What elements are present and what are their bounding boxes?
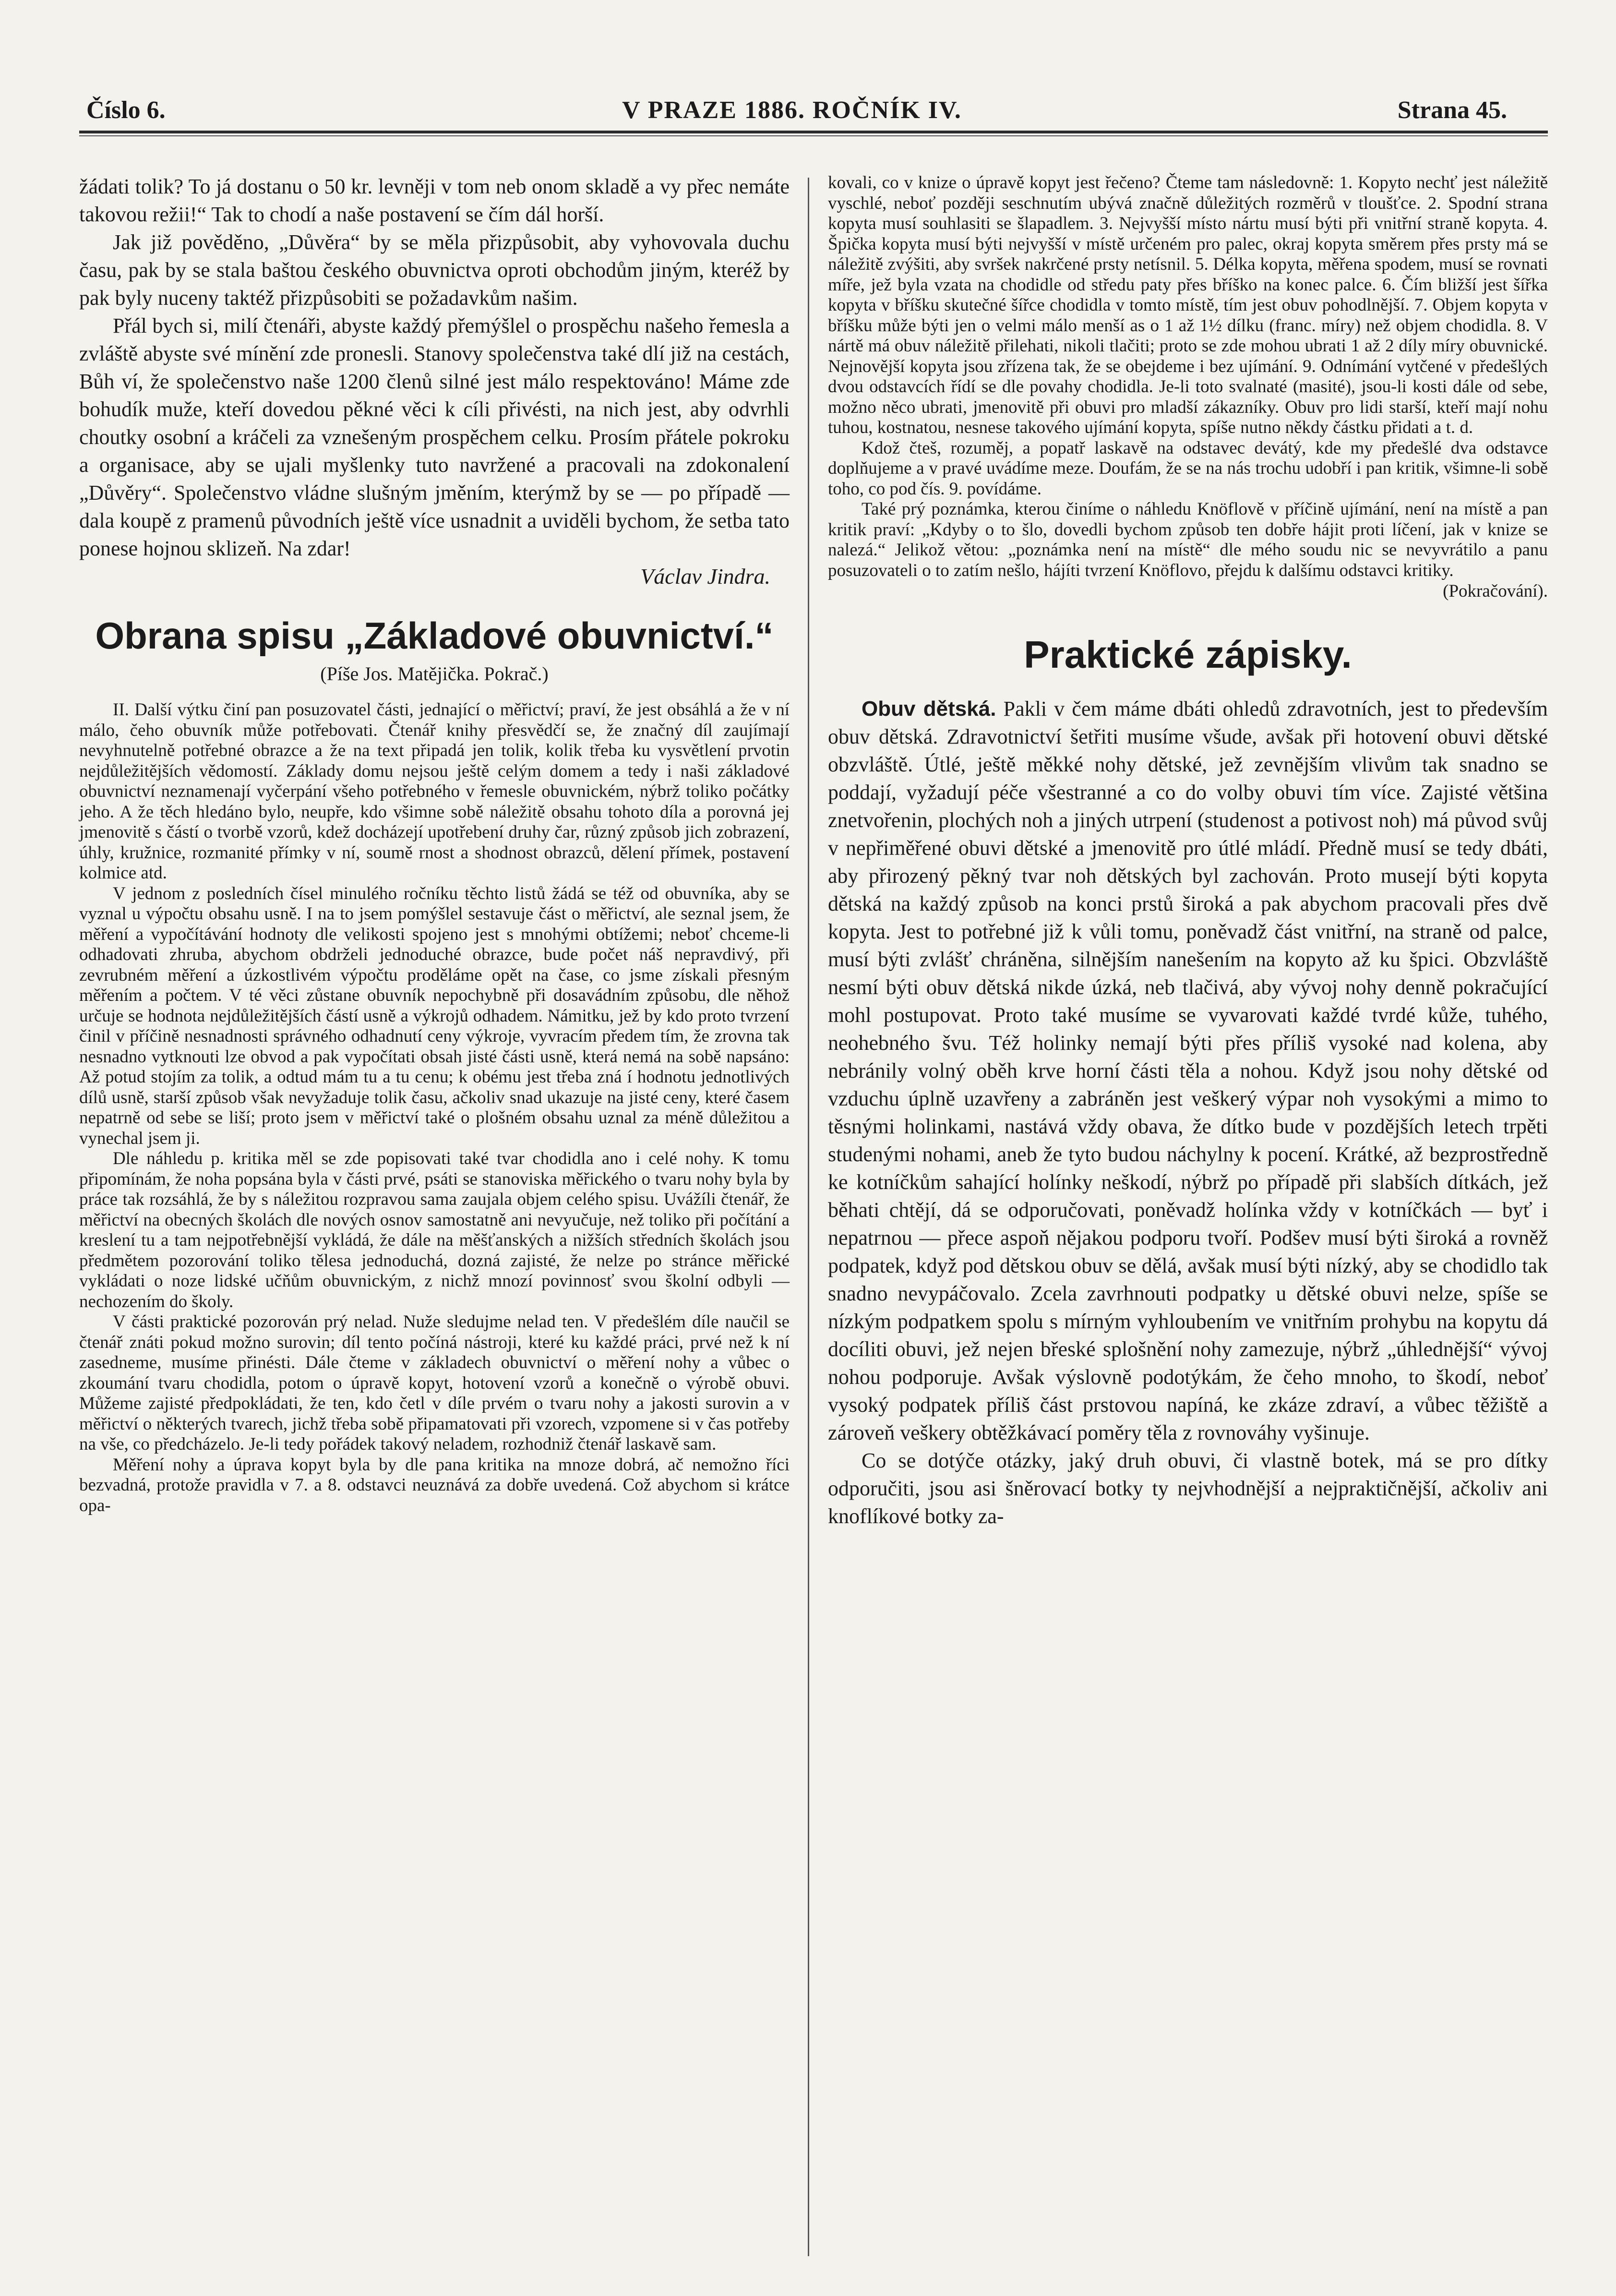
column-divider bbox=[808, 178, 809, 2256]
article-paragraph: Měření nohy a úprava kopyt byla by dle pana kritika na mnoze dobrá, ač nemožno říci bezvadná, protože pravidla v 7. a 8. odstavci neuznává za dobře uvedená. Což abychom si krátce opa- bbox=[79, 1455, 790, 1515]
section-paragraph bbox=[828, 695, 1548, 1447]
page-header bbox=[72, 96, 1512, 130]
right-column bbox=[828, 173, 1548, 1530]
article-paragraph: V jednom z posledních čísel minulého ročníku těchto listů žádá se též od obuvníka, aby se vyznal u výpočtu obsahu usně. I na to jsem pomýšlel sestavuje část o měřictví, ale seznal jsem, že měření a vypočítávání hodnoty dle velikosti spojeno jest s mnohými obtížemi; neboť chceme-li odhadovati zhruba, abychom obdrželi jednoduché obrazce, bude počet náš nepravdivý, při zevrubném měření a úzkostlivém výpočtu proděláme opět na čase, co jsme získali přesným měřením a počtem. V té věci zůstane obuvník nepochybně při dosavádním způsobu, dle něhož určuje se hodnota nejdůležitějších částí usně a výkrojů odhadem. Námitku, jež by kdo proto tvrzení činil v příčině nesnadnosti správného odhadnutí ceny výkroje, vyvracím předem tím, že zrovna tak nesnadno vytknouti lze obvod a pak vypočítati obsah jisté části usně, která nemá na sobě napsáno: Až potud stojím za tolik, a odtud mám tu a tu cenu; k obému jest třeba zná í hodnotu jednotlivých dílů usně, starší způsob však nevyžaduje tolik času, ačkoliv snad ukazuje na jisté ceny, které časem nepatrně od sebe se liší; proto jsem v měřictví také o plošném obsahu uznal za méně důležitou a vynechal jsem ji. bbox=[79, 883, 790, 1148]
article-paragraph: V části praktické pozorován prý nelad. Nuže sledujme nelad ten. V předešlém díle naučil se čtenář znáti pokud možno surovin; díl tento počíná nástroji, které ku každé práci, prvé než k ní zasedneme, musíme přinésti. Dále čteme v základech obuvnictví o měření nohy a vůbec o zkoumání tvaru chodidla, potom o úpravě kopyt, hotovení vzorů a konečně o výrobě obuvi. Můžeme zajisté předpokládati, že ten, kdo četl v díle prvém o tvaru nohy a jakosti surovin a v měřictví o některých tvarech, jichž třeba sobě připamatovati při vzorech, vzpomene si v čas potřeby na vše, co předcházelo. Je-li tedy pořádek takový neladem, rozhodniž čtenář laskavě sam. bbox=[79, 1312, 790, 1454]
article-paragraph: II. Další výtku činí pan posuzovatel části, jednající o měřictví; praví, že jest obsáhlá a že v ní málo, čeho obuvník může potřebovati. Čtenář knihy přesvědčí se, že značný díl zaujímají nevyhnutelně potřebné obrazce a že na text připadá jen tolik, kolik třeba ku vysvětlení prvotin nejdůležitějších vědomostí. Základy domu nejsou ještě celým domem a tedy i naši základové obuvnictví neznamenají vyčerpání všeho potřebného v řemesle obuvnickém, nýbrž toliko počátky jeho. A že těch hledáno bylo, neupře, kdo všimne sobě náležitě obsahu tohoto díla a porovná jej jmenovitě s částí o tvorbě vzorů, kdež docházejí upotřebení druhy čar, různý způsob jich zobrazení, úhly, kružnice, rozmanité přímky v ní, soumě rnost a shodnost obrazců, dělení přímek, postavení kolmice atd. bbox=[79, 700, 790, 883]
header-rule-thin bbox=[79, 135, 1548, 136]
intro-paragraph: Jak již pověděno, „Důvěra“ by se měla přizpůsobit, aby vyhovovala duchu času, pak by se stala baštou českého obuvnictva oproti obchodům jiným, kteréž by pak byly nuceny taktéž přizpůsobiti se požadavkům našim. bbox=[79, 230, 790, 310]
intro-paragraph: Přál bych si, milí čtenáři, abyste každý přemýšlel o prospěchu našeho řemesla a zvláště abyste své mínění zde pronesli. Stanovy společenstva také dlí již na cestách, Bůh ví, že společenstvo naše 1200 členů silné jest málo respektováno! Máme zde bohudík muže, kteří dovedou pěkné věci k cíli přivésti, na nich jest, aby odvrhli choutky osobní a kráčeli za vznešeným prospěchem celku. Prosím přátele pokroku a organisace, aby se ujali myšlenky tuto navržené a pracovali na zdokonalení „Důvěry“. Společenstvo vládne slušným jměním, kterýmž by se — po případě — dala koupě z pramenů původních ještě více usnadnit a uviděli bychom, že setba tato ponese hojnou sklizeň. Na zdar! bbox=[79, 314, 790, 560]
issue-number: Číslo 6. bbox=[86, 96, 166, 124]
author-signature: Václav Jindra. bbox=[640, 564, 770, 589]
continuation-note: (Pokračování). bbox=[1443, 581, 1548, 601]
run-in-heading: Obuv dětská. bbox=[862, 697, 996, 721]
page-number: Strana 45. bbox=[1397, 96, 1507, 124]
place-year-volume: V PRAZE 1886. ROČNÍK IV. bbox=[622, 96, 962, 124]
intro-paragraph: žádati tolik? To já dostanu o 50 kr. levněji v tom neb onom skladě a vy přec nemáte takovou režii!“ Tak to chodí a naše postavení se čím dál horší. bbox=[79, 175, 790, 226]
article-byline: (Píše Jos. Matějička. Pokrač.) bbox=[320, 663, 549, 685]
left-column bbox=[79, 173, 790, 1516]
section-text: Pakli v čem máme dbáti ohledů zdravotních, jest to především obuv dětská. Zdravotnictví šetřiti musíme všude, avšak při hotovení obuvi dětské obzvláště. Útlé, ještě měkké nohy dětské, jež zevnějším vlivům tak snadno se poddají, vyžadují péče všestranné a co do volby obuvi tím více. Zajisté většina znetvořenin, plochých noh a jiných utrpení (studenost a potivost noh) má původ svůj v nepřiměřené obuvi dětské a jmenovitě pro útlé mládí. Předně musí se tedy dbáti, aby přirozený pěkný tvar noh dětských byl zachován. Proto musejí býti kopyta dětská na každý způsob na konci prstů široká a pak abychom pracovali přes dvě kopyta. Jest to potřebné již k vůli tomu, poněvadž část vnitřní, na straně od palce, musí býti zvlášť chráněna, silnějším nanešením na kopyto až ku špici. Obzvláště nesmí býti obuv dětská nikde úzká, neb tlačivá, aby vývoj nohy denně pokračující mohl postupovat. Proto také musíme se vyvarovati každé tvrdé kůže, tuhého, neohebného švu. Též holinky nemají býti přes příliš vysoké nad kolena, aby nebránily volný oběh krve horní části těla a nohou. Když jsou nohy dětské od vzduchu úplně uzavřeny a zabráněn jest veškerý výpar noh vysokými a mimo to těsnými holinkami, nastává vždy obava, že dítko bude v pozdějších letech trpěti studenými nohami, aneb že tyto budou náchylny k pocení. Krátké, až bezprostředně ke kotníčkům sahající holínky neškodí, nýbrž po případě při slabších dítkách, jež běhati chtějí, dá se odporučovati, poněvadž holínka vždy v kotníčkách — byť i nepatrnou — přece aspoň nějakou podporu tvoří. Podšev musí býti široká a rovněž podpatek, když pod dětskou obuv se dělá, avšak musí býti nízký, aby se chodidlo tak snadno nevypáčovalo. Zcela zavrhnouti podpatky u dětské obuvi nelze, spíše se nízkým podpatkem spolu s mírným vyhloubením ve vnitřním prohybu na kopytu dá docíliti obuvi, jež nejen břeské splošnění nohy zamezuje, nýbrž „úhlednější“ vývoj nohou podporuje. Avšak výslovně podotýkám, že čeho mnoho, to škodí, neboť vysoký podpatek příliš část prstovou napíná, ke zkáze zdraví, a vůbec těžiště a zároveň veškery obtěžkávací poměry těla z rovnováhy vyšinuje. bbox=[828, 697, 1548, 1444]
article-title: Obrana spisu „Základové obuvnictví.“ bbox=[95, 614, 774, 657]
article-paragraph: Dle náhledu p. kritika měl se zde popisovati také tvar chodidla ano i celé nohy. K tomu připomínám, že noha popsána byla v části prvé, psáti se stanoviska měřického o tvaru nohy byla by práce tak rozsáhlá, že by s náležitou rozpravou sama zaujala objem celého spisu. Uvážíli čtenář, že měřictví na obecných školách dle nových osnov samostatně ani nevyučuje, než toliko při počítání a kreslení tu a tam nejpotřebnější vykládá, že dále na měšťanských a nižších středních školách jsou předmětem pozorování toliko tělesa jednoduchá, dozná zajisté, že nelze po stránce měřické vykládati o noze lidské učňům obuvnickým, z nichž mnozí povinnosť svou školní odbyli — nechozením do školy. bbox=[79, 1149, 790, 1311]
article-paragraph: kovali, co v knize o úpravě kopyt jest řečeno? Čteme tam následovně: 1. Kopyto nechť jest náležitě vyschlé, neboť později seschnutím ubývá značně důležitých rozměrů v tloušťce. 2. Spodní strana kopyta musí souhlasiti se šlapadlem. 3. Nejvyšší místo nártu musí býti při vnitřní straně kopyta. 4. Špička kopyta musí býti nejvyšší v místě určeném pro palec, okraj kopyta směrem přes prsty má se náležitě zvýšiti, aby svršek nakrčené prsty netísnil. 5. Délka kopyta, měřena spodem, musí se rovnati míře, jež byla vzata na chodidle od středu paty přes bříško na konec palce. 6. Čím bližší jest šířka kopyta v bříšku skutečné šířce chodidla v tomto místě, tím jest obuv pohodlnější. 7. Objem kopyta v bříšku může býti jen o velmi málo menší as o 1 až 1½ dílku (franc. míry) než objem chodidla. 8. V nártě má obuv náležitě přilehati, nikoli tlačiti; proto se zde mohou ubrati 1 až 2 díly míry obuvnické. Nejnovější kopyta jsou zřízena tak, že se obejdeme i bez ujímání. 9. Odnímání vytčené v předešlých dvou odstavcích řídí se dle povahy chodidla. Je-li toto svalnaté (masité), jsou-li kosti dále od sebe, možno něco ubrati, jmenovitě při obuvi pro mladší zákazníky. Obuv pro lidi starší, kteří mají nohu tuhou, kostnatou, nesnese takového ujímání kopyta, spíše nutno někdy částku přidati a t. d. bbox=[828, 173, 1548, 437]
article-paragraph: Kdož čteš, rozuměj, a popatř laskavě na odstavec devátý, kde my předešlé dva odstavce doplňujeme a v pravé uvádíme meze. Doufám, že se na nás trochu udobří i pan kritik, všimne-li sobě toho, co pod čís. 9. povídáme. bbox=[828, 438, 1548, 499]
article-paragraph: Také prý poznámka, kterou činíme o náhledu Knöflově v příčině ujímání, není na místě a pan kritik praví: „Kdyby o to šlo, dovedli bychom způsob ten dobře hájit proti líčení, jak v knize se nalezá.“ Jelikož větou: „poznámka není na místě“ dle mého soudu nic se nevyvrátilo a panu posuzovateli o to zatím nešlo, hájíti tvrzení Knöflovo, přejdu k dalšímu odstavci kritiky. bbox=[828, 499, 1548, 580]
section-paragraph: Co se dotýče otázky, jaký druh obuvi, či vlastně botek, má se pro dítky odporučiti, jsou asi šněrovací botky ty nejvhodnější a nejpraktičnější, ačkoliv ani knoflíkové botky za- bbox=[828, 1449, 1548, 1528]
header-rule bbox=[79, 131, 1548, 133]
section-title: Praktické zápisky. bbox=[1024, 633, 1352, 676]
